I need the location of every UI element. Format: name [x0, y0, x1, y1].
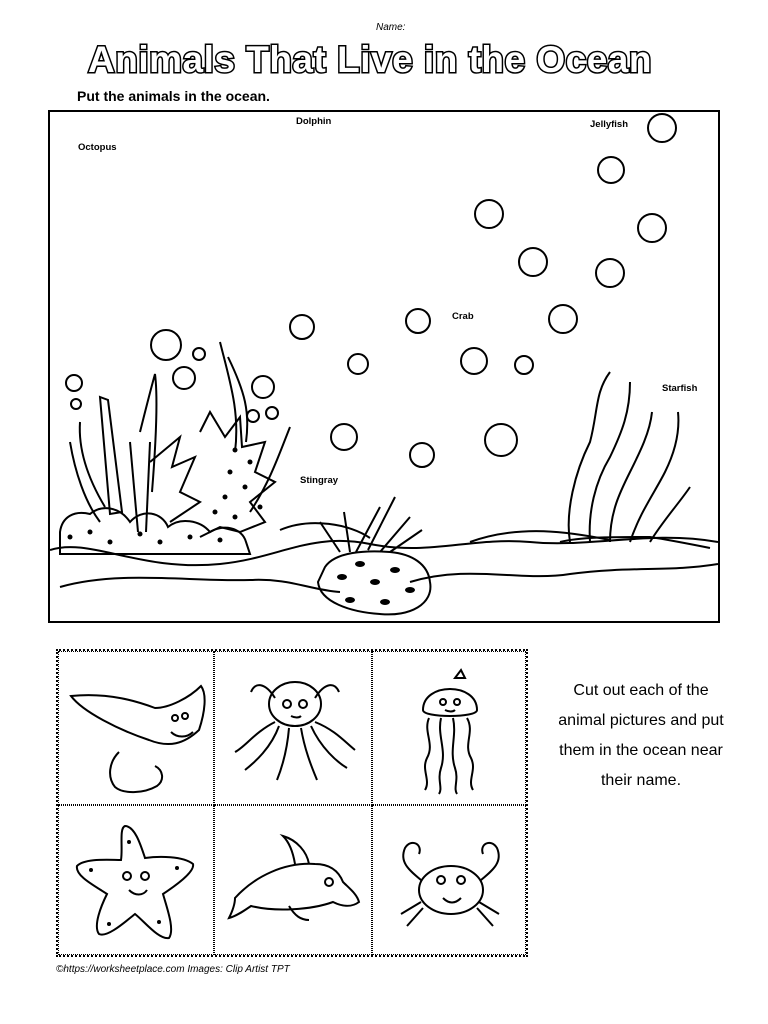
name-label: Name:	[376, 22, 406, 33]
octopus-icon	[215, 652, 373, 806]
cutout-stingray[interactable]	[58, 651, 214, 805]
stingray-icon	[59, 652, 215, 806]
copyright-footer: ©https://worksheetplace.com Images: Clip Artist TPT	[56, 964, 290, 975]
cutout-grid	[56, 649, 528, 957]
dolphin-icon	[215, 806, 373, 956]
label-crab: Crab	[452, 311, 474, 322]
cutout-jellyfish[interactable]	[372, 651, 526, 805]
cutout-crab[interactable]	[372, 805, 526, 955]
cutout-starfish[interactable]	[58, 805, 214, 955]
cut-out-instructions: Cut out each of the animal pictures and put them in the ocean near their name.	[558, 682, 724, 789]
page-title-text: Animals That Live in the Ocean	[88, 39, 652, 80]
ocean-scene-illustration	[50, 112, 718, 621]
label-octopus: Octopus	[78, 142, 117, 153]
starfish-icon	[59, 806, 215, 956]
instructions-heading: Put the animals in the ocean.	[77, 88, 270, 104]
cutout-octopus[interactable]	[214, 651, 372, 805]
ocean-scene	[48, 110, 720, 623]
crab-icon	[373, 806, 527, 956]
label-stingray: Stingray	[300, 475, 339, 486]
label-dolphin: Dolphin	[296, 116, 332, 127]
label-starfish: Starfish	[662, 383, 698, 394]
label-jellyfish: Jellyfish	[590, 119, 629, 130]
jellyfish-icon	[373, 652, 527, 806]
page-title	[60, 36, 680, 82]
cutout-dolphin[interactable]	[214, 805, 372, 955]
